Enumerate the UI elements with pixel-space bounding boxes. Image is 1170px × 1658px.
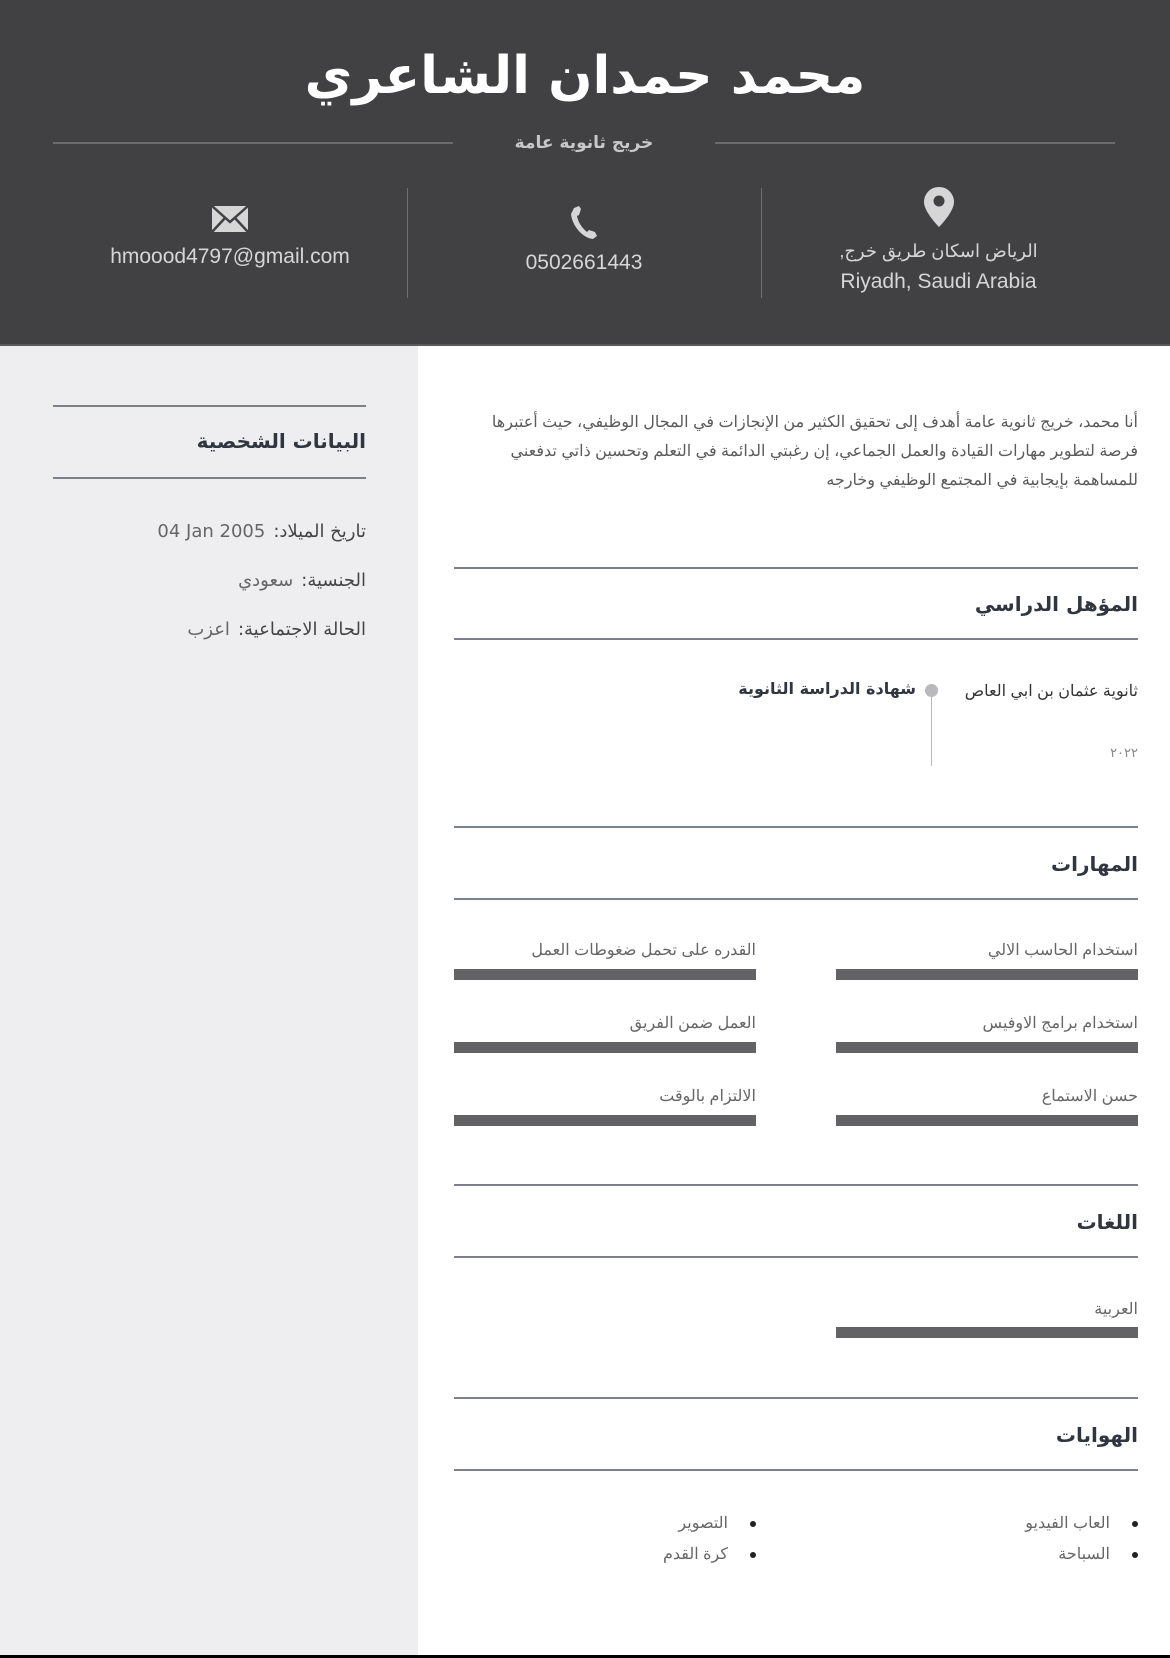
skill-bar-fill [836, 1042, 1138, 1053]
skills-rule-bottom [454, 898, 1138, 900]
hobby-label: العاب الفيديو [1025, 1515, 1110, 1532]
hobbies-rule-bottom [454, 1469, 1138, 1471]
languages-title: اللغات [1076, 1210, 1138, 1234]
hobbies-title: الهوايات [1055, 1423, 1138, 1447]
skill-bar-fill [454, 969, 756, 980]
location-pin-icon [923, 186, 955, 228]
contact-divider [761, 188, 762, 298]
skill-bar [454, 969, 756, 980]
education-rule-top [454, 567, 1138, 569]
contact-divider [407, 188, 408, 298]
timeline-line [931, 696, 932, 766]
skill-label: استخدام برامج الاوفيس [982, 1015, 1138, 1032]
hobby-label: كرة القدم [663, 1546, 728, 1563]
contact-phone [415, 205, 753, 320]
hobby-label: السباحة [1058, 1546, 1110, 1563]
skill-label: حسن الاستماع [1041, 1088, 1138, 1105]
email-address[interactable]: hmoood4797@gmail.com [110, 245, 350, 268]
skill-bar [836, 1042, 1138, 1053]
education-school: ثانوية عثمان بن ابي العاص [964, 683, 1138, 700]
language-bar-fill [836, 1327, 1138, 1338]
hobby-item [456, 1540, 756, 1570]
title-divider-right [715, 142, 1115, 144]
main-content [418, 346, 1170, 1655]
phone-number[interactable]: 0502661443 [525, 251, 643, 274]
address-arabic: الرياض اسكان طريق خرج, [839, 241, 1038, 261]
marital-status-label: الحالة الاجتماعية: [237, 619, 366, 640]
hobby-item [838, 1509, 1138, 1539]
bullet-icon [1132, 1521, 1138, 1527]
contact-location [770, 186, 1107, 301]
skill-label: استخدام الحاسب الالي [987, 942, 1138, 959]
skills-title: المهارات [1051, 852, 1138, 876]
address-city: Riyadh, Saudi Arabia [840, 270, 1037, 293]
birthdate-value: 04 Jan 2005 [157, 521, 266, 542]
phone-icon [567, 205, 601, 241]
language-bar [836, 1327, 1138, 1338]
full-name: محمد حمدان الشاعري [304, 46, 866, 106]
skill-bar [836, 969, 1138, 980]
personal-info-title: البيانات الشخصية [196, 429, 366, 453]
skill-label: القدره على تحمل ضغوطات العمل [531, 942, 756, 959]
skill-label: الالتزام بالوقت [659, 1088, 756, 1105]
skill-bar-fill [836, 969, 1138, 980]
title-divider-left [53, 142, 453, 144]
skill-bar [454, 1042, 756, 1053]
education-degree: شهادة الدراسة الثانوية [738, 679, 916, 698]
personal-info-nationality [53, 568, 366, 594]
nationality-label: الجنسية: [301, 570, 366, 591]
hobby-item [838, 1540, 1138, 1570]
marital-status-value: اعزب [187, 619, 230, 640]
languages-rule-bottom [454, 1256, 1138, 1258]
skill-bar-fill [836, 1115, 1138, 1126]
contact-email [60, 205, 400, 320]
hobbies-rule-top [454, 1397, 1138, 1399]
hobby-label: التصوير [678, 1515, 728, 1532]
bullet-icon [750, 1521, 756, 1527]
envelope-icon [211, 205, 249, 233]
birthdate-label: تاريخ الميلاد: [273, 521, 366, 542]
nationality-value: سعودي [238, 570, 294, 591]
profile-summary: أنا محمد، خريج ثانوية عامة أهدف إلى تحقيق الكثير من الإنجازات في المجال الوظيفي، حيث أعتبرها فرصة لتطوير مهارات القيادة والعمل الجماعي، إن رغبتي الدائمة في التعلم وتحسين ذاتي تدفعني للمساهمة بإيجابية في المجتمع الوظيفي وخارجه [491, 414, 1138, 489]
education-rule-bottom [454, 638, 1138, 640]
bullet-icon [750, 1552, 756, 1558]
education-year: ٢٠٢٢ [1110, 746, 1138, 761]
personal-info-marital-status [53, 617, 366, 643]
hobby-item [456, 1509, 756, 1539]
bullet-icon [1132, 1552, 1138, 1558]
languages-rule-top [454, 1184, 1138, 1186]
personal-info-birthdate [53, 519, 366, 545]
resume-header [0, 0, 1170, 346]
skill-label: العمل ضمن الفريق [629, 1015, 756, 1032]
job-title: خريج ثانوية عامة [514, 133, 654, 153]
skill-bar-fill [454, 1115, 756, 1126]
education-title: المؤهل الدراسي [974, 592, 1138, 616]
skills-rule-top [454, 826, 1138, 828]
sidebar-title-rule-bottom [53, 477, 366, 479]
sidebar-title-rule-top [53, 405, 366, 407]
skill-bar-fill [454, 1042, 756, 1053]
skill-bar [836, 1115, 1138, 1126]
language-label: العربية [1094, 1301, 1138, 1318]
skill-bar [454, 1115, 756, 1126]
